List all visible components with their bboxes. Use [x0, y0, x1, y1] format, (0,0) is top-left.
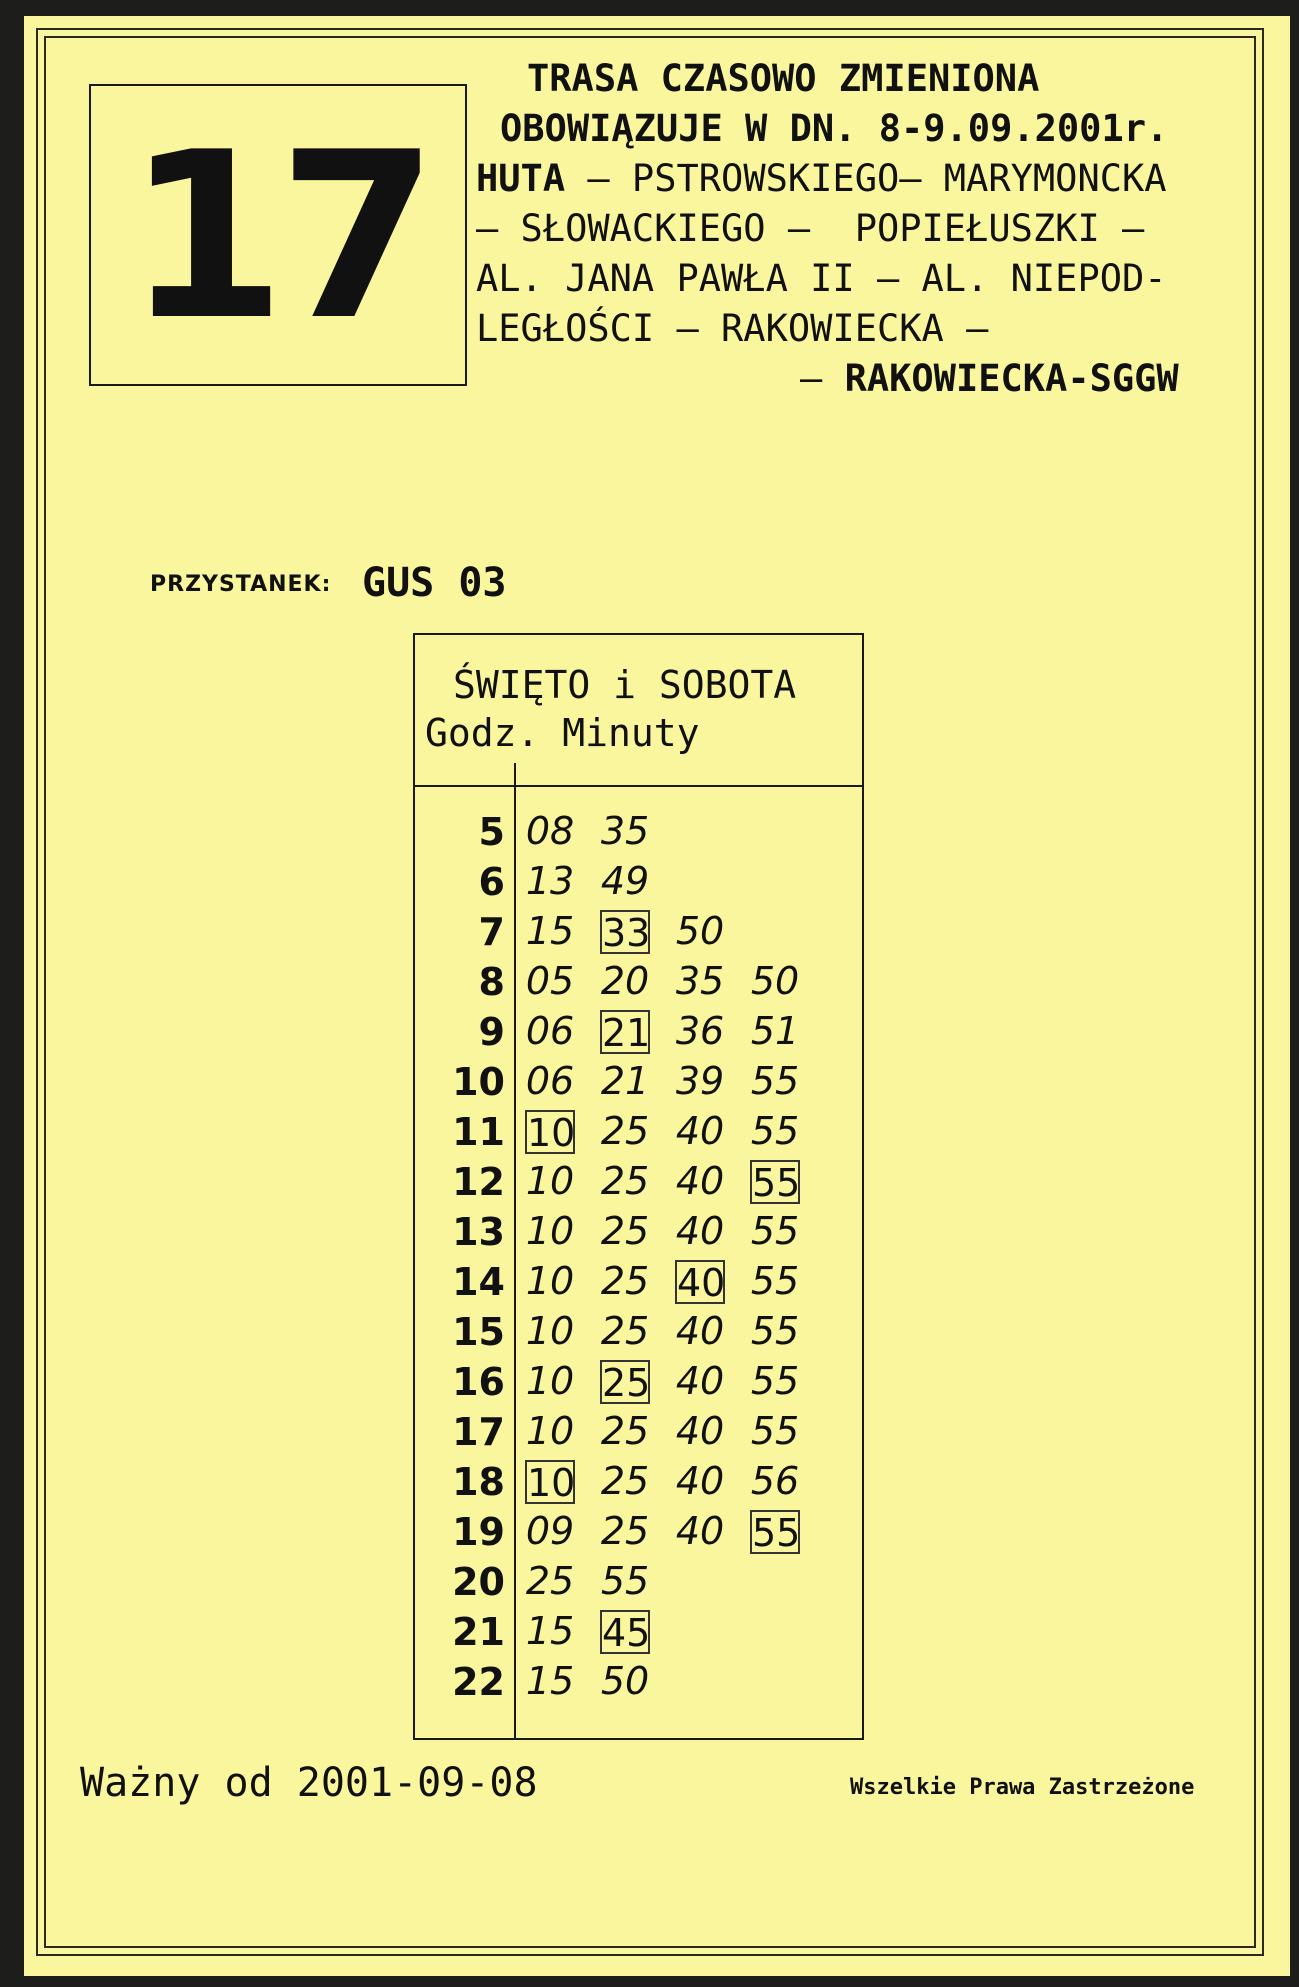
minute-cell: 35 [600, 809, 650, 853]
minute-cell: 21 [600, 1059, 650, 1103]
route-end: RAKOWIECKA-SGGW [844, 357, 1179, 400]
minute-cell: 39 [675, 1059, 725, 1103]
minute-cell-low-floor: 21 [602, 1011, 651, 1055]
hour-cell: 5 [478, 810, 505, 854]
minute-cell-low-floor: 55 [752, 1511, 801, 1555]
hour-column-header: Godz. [425, 711, 540, 755]
rights-notice: Wszelkie Prawa Zastrzeżone [850, 1775, 1195, 1800]
route-line-3: AL. JANA PAWŁA II – AL. NIEPOD- [476, 257, 1167, 300]
column-headers [425, 711, 700, 755]
minute-cell: 25 [600, 1309, 650, 1353]
minute-cell: 06 [525, 1059, 575, 1103]
line-number-box [89, 84, 467, 386]
minute-cell-low-floor: 10 [527, 1461, 576, 1505]
minute-cell: 10 [525, 1309, 575, 1353]
timetable-row [415, 957, 862, 1007]
minute-cell: 55 [750, 1309, 800, 1353]
minute-cell: 50 [600, 1659, 650, 1703]
timetable-row [415, 1057, 862, 1107]
timetable-row [415, 1257, 862, 1307]
minute-cell: 40 [675, 1459, 725, 1503]
minute-cell: 40 [675, 1209, 725, 1253]
minute-cell: 25 [600, 1209, 650, 1253]
minute-cell: 55 [750, 1409, 800, 1453]
minute-cell: 10 [525, 1209, 575, 1253]
hour-cell: 20 [452, 1560, 505, 1604]
hour-cell: 19 [452, 1510, 505, 1554]
hour-cell: 9 [478, 1010, 505, 1054]
minute-cell: 13 [525, 859, 575, 903]
hour-cell: 18 [452, 1460, 505, 1504]
timetable-row [415, 1407, 862, 1457]
route-line-2: – SŁOWACKIEGO – POPIEŁUSZKI – [476, 207, 1145, 250]
minute-cell: 55 [750, 1109, 800, 1153]
minute-cell: 36 [675, 1009, 725, 1053]
route-line-1-rest: – PSTROWSKIEGO– MARYMONCKA [565, 157, 1167, 200]
minute-cell: 55 [750, 1359, 800, 1403]
minute-cell: 56 [750, 1459, 800, 1503]
timetable-row [415, 1007, 862, 1057]
route-line-1 [476, 156, 1167, 202]
minute-cell: 40 [675, 1409, 725, 1453]
minute-cell: 06 [525, 1009, 575, 1053]
timetable-row [415, 807, 862, 857]
line-number: 17 [125, 104, 431, 371]
minute-cell: 55 [750, 1259, 800, 1303]
minute-cell: 10 [525, 1409, 575, 1453]
timetable-row [415, 1557, 862, 1607]
minute-cell: 50 [750, 959, 800, 1003]
hour-cell: 11 [452, 1110, 505, 1154]
stop-name: GUS 03 [362, 560, 507, 606]
minute-cell: 40 [675, 1159, 725, 1203]
stop-label: PRZYSTANEK: [150, 572, 332, 597]
timetable [413, 633, 864, 1740]
hour-cell: 7 [478, 910, 505, 954]
notice-line-1: TRASA CZASOWO ZMIENIONA [527, 57, 1040, 100]
minute-cell: 20 [600, 959, 650, 1003]
route-dash: – [800, 357, 845, 400]
timetable-row [415, 1307, 862, 1357]
minute-cell: 15 [525, 1609, 575, 1653]
minute-cell: 25 [600, 1509, 650, 1553]
minute-cell: 25 [600, 1109, 650, 1153]
timetable-row [415, 1207, 862, 1257]
minute-cell-low-floor: 25 [602, 1361, 651, 1405]
minute-cell: 10 [525, 1259, 575, 1303]
minute-cell-low-floor: 45 [602, 1611, 651, 1655]
route-start: HUTA [476, 157, 566, 200]
timetable-row [415, 1657, 862, 1707]
timetable-row [415, 1157, 862, 1207]
minute-cell: 25 [600, 1409, 650, 1453]
minute-cell: 40 [675, 1309, 725, 1353]
minute-cell: 25 [525, 1559, 575, 1603]
hour-cell: 8 [478, 960, 505, 1004]
timetable-row [415, 1457, 862, 1507]
minute-cell: 25 [600, 1459, 650, 1503]
minute-cell: 55 [750, 1059, 800, 1103]
timetable-row [415, 1107, 862, 1157]
minute-cell: 55 [750, 1209, 800, 1253]
minute-cell: 10 [525, 1359, 575, 1403]
route-line-4: LEGŁOŚCI – RAKOWIECKA – [476, 307, 989, 350]
hour-cell: 22 [452, 1660, 505, 1704]
hour-cell: 10 [452, 1060, 505, 1104]
hour-cell: 15 [452, 1310, 505, 1354]
valid-from: Ważny od 2001-09-08 [80, 1760, 538, 1806]
hour-cell: 21 [452, 1610, 505, 1654]
minute-cell: 35 [675, 959, 725, 1003]
header-divider [415, 785, 862, 787]
hour-cell: 17 [452, 1410, 505, 1454]
hour-cell: 14 [452, 1260, 505, 1304]
route-line-5 [800, 356, 1179, 402]
minute-cell-low-floor: 10 [527, 1111, 576, 1155]
timetable-row [415, 857, 862, 907]
minutes-column-header: Minuty [562, 711, 700, 755]
minute-cell: 10 [525, 1159, 575, 1203]
minute-cell: 40 [675, 1109, 725, 1153]
timetable-row [415, 1607, 862, 1657]
minute-cell: 05 [525, 959, 575, 1003]
timetable-row [415, 907, 862, 957]
minute-cell: 40 [675, 1509, 725, 1553]
timetable-row [415, 1507, 862, 1557]
minute-cell: 51 [750, 1009, 800, 1053]
minute-cell-low-floor: 33 [602, 911, 651, 955]
hour-cell: 16 [452, 1360, 505, 1404]
minute-cell-low-floor: 55 [752, 1161, 801, 1205]
timetable-rows [415, 807, 862, 1707]
hour-cell: 6 [478, 860, 505, 904]
minute-cell: 09 [525, 1509, 575, 1553]
minute-cell: 25 [600, 1159, 650, 1203]
hour-cell: 13 [452, 1210, 505, 1254]
minute-cell: 15 [525, 1659, 575, 1703]
minute-cell: 50 [675, 909, 725, 953]
minute-cell: 49 [600, 859, 650, 903]
notice-line-2: OBOWIĄZUJE W DN. 8-9.09.2001r. [500, 107, 1169, 150]
minute-cell: 25 [600, 1259, 650, 1303]
minute-cell: 15 [525, 909, 575, 953]
hour-cell: 12 [452, 1160, 505, 1204]
day-type: ŚWIĘTO i SOBOTA [453, 663, 797, 707]
minute-cell-low-floor: 40 [677, 1261, 726, 1305]
minute-cell: 55 [600, 1559, 650, 1603]
minute-cell: 40 [675, 1359, 725, 1403]
timetable-row [415, 1357, 862, 1407]
minute-cell: 08 [525, 809, 575, 853]
